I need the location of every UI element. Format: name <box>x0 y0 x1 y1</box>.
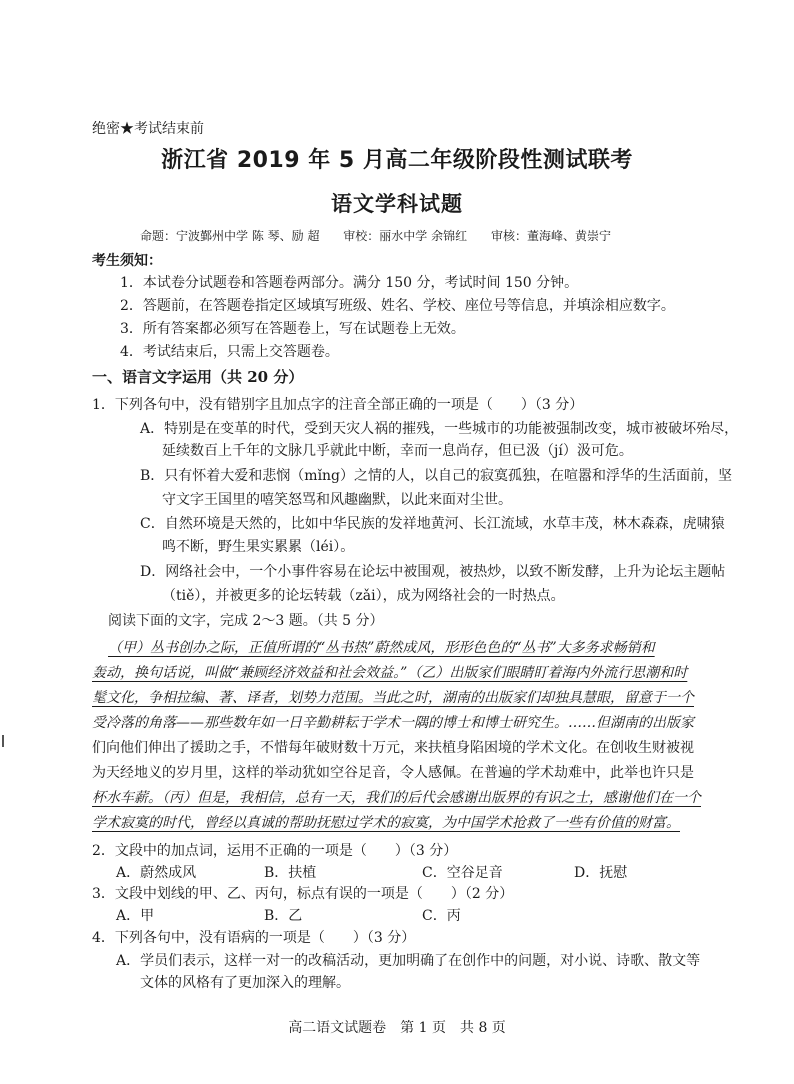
q2-option-c: C．空谷足音 <box>422 865 503 881</box>
notice-item-4: 4．考试结束后，只需上交答题卷。 <box>120 344 339 360</box>
q1-option-d-line2: （tiě），并被更多的论坛转载（zǎi），成为网络社会的一时热点。 <box>162 588 565 604</box>
exam-title: 浙江省 2019 年 5 月高二年级阶段性测试联考 <box>161 148 633 173</box>
q4-option-a-line2: 文体的风格有了更加深入的理解。 <box>140 975 350 991</box>
scan-margin-mark <box>2 735 4 747</box>
q2-stem: 2．文段中的加点词，运用不正确的一项是（ ）（3 分） <box>92 843 458 859</box>
staff-author: 命题：宁波鄞州中学 陈 琴、励 超 <box>140 229 320 243</box>
q1-option-c-line2: 鸣不断，野生果实累累（léi）。 <box>162 539 355 555</box>
q1-option-c-line1: C．自然环境是天然的，比如中华民族的发祥地黄河、长江流域，水草丰茂，林木森森，虎啸猿 <box>140 516 725 532</box>
passage-line-6: 为天经地义的岁月里，这样的举动犹如空谷足音，令人感佩。在普遍的学术劫难中，此举也许只是 <box>92 765 694 781</box>
q1-option-a-line1: A．特别是在变革的时代，受到天灾人祸的摧残，一些城市的功能被强制改变，城市被破坏殆尽， <box>140 421 739 437</box>
staff-reviewer: 审核：董海峰、黄崇宁 <box>490 229 611 243</box>
passage-line-1: （甲）丛书创办之际，正值所谓的“丛书热”蔚然成风，形形色色的“丛书”大多务求畅销和 <box>108 640 655 656</box>
staff-line <box>140 227 631 244</box>
passage-line-7: 杯水车薪。（丙）但是，我相信，总有一天，我们的后代会感谢出版界的有识之士，感谢他们在一个 <box>92 790 701 806</box>
notice-item-3: 3．所有答案都必须写在答题卷上，写在试题卷上无效。 <box>120 321 465 337</box>
q1-stem: 1．下列各句中，没有错别字且加点字的注音全部正确的一项是（ ）（3 分） <box>92 397 584 413</box>
passage-line-4: 受冷落的角落——那些数年如一日辛勤耕耘于学术一隅的博士和博士研究生。……但湖南的出版家 <box>92 715 694 731</box>
q1-option-a-line2: 延续数百上千年的文脉几乎就此中断，幸而一息尚存，但已汲（jí）汲可危。 <box>162 443 633 459</box>
page-footer: 高二语文试题卷 第 1 页 共 8 页 <box>288 1020 506 1036</box>
q1-option-b-line2: 守文字王国里的嘻笑怒骂和风趣幽默，以此来面对尘世。 <box>162 492 512 508</box>
q2-option-a: A．蔚然成风 <box>116 865 197 881</box>
q3-option-c: C．丙 <box>422 908 461 924</box>
q3-stem: 3．文段中划线的甲、乙、丙句，标点有误的一项是（ ）（2 分） <box>92 886 514 902</box>
notice-item-2: 2．答题前，在答题卷指定区域填写班级、姓名、学校、座位号等信息，并填涂相应数字。 <box>120 298 675 314</box>
q3-option-a: A．甲 <box>116 908 155 924</box>
notice-heading: 考生须知： <box>92 253 162 269</box>
q4-stem: 4．下列各句中，没有语病的一项是（ ）（3 分） <box>92 930 416 946</box>
q2-option-d: D．抚慰 <box>574 865 628 881</box>
q4-option-a-line1: A．学员们表示，这样一对一的改稿活动，更加明确了在创作中的问题，对小说、诗歌、散文等 <box>116 953 701 969</box>
passage-line-8: 学术寂寞的时代，曾经以真诚的帮助抚慰过学术的寂寞，为中国学术抢救了一些有价值的财富。 <box>92 815 680 831</box>
passage-line-3: 髦文化，争相拉编、著、译者，划势力范围。当此之时，湖南的出版家们却独具慧眼，留意于一个 <box>92 690 694 706</box>
exam-subtitle: 语文学科试题 <box>331 192 463 216</box>
q3-option-b: B．乙 <box>264 908 303 924</box>
q2-option-b: B．扶植 <box>264 865 317 881</box>
passage-line-5: 们向他们伸出了援助之手，不惜每年破财数十万元，来扶植身陷困境的学术文化。在创收生财被视 <box>92 740 694 756</box>
q1-option-d-line1: D．网络社会中，一个小事件容易在论坛中被围观，被热炒，以致不断发酵，上升为论坛主题帖 <box>140 564 726 580</box>
notice-item-1: 1．本试卷分试题卷和答题卷两部分。满分 150 分，考试时间 150 分钟。 <box>120 275 579 291</box>
section-heading: 一、语言文字运用（共 20 分） <box>92 368 304 386</box>
passage-line-2: 轰动，换句话说，叫做“兼顾经济效益和社会效益。”（乙）出版家们眼睛盯着海内外流行思潮和时 <box>92 665 688 681</box>
q1-option-b-line1: B．只有怀着大爱和悲悯（mǐng）之情的人，以自己的寂寞孤独，在喧嚣和浮华的生活面前，坚 <box>140 468 733 484</box>
staff-proofreader: 审校：丽水中学 余锦红 <box>343 229 468 243</box>
confidential-label: 绝密★考试结束前 <box>92 121 204 137</box>
reading-intro: 阅读下面的文字，完成 2～3 题。（共 5 分） <box>108 613 384 629</box>
